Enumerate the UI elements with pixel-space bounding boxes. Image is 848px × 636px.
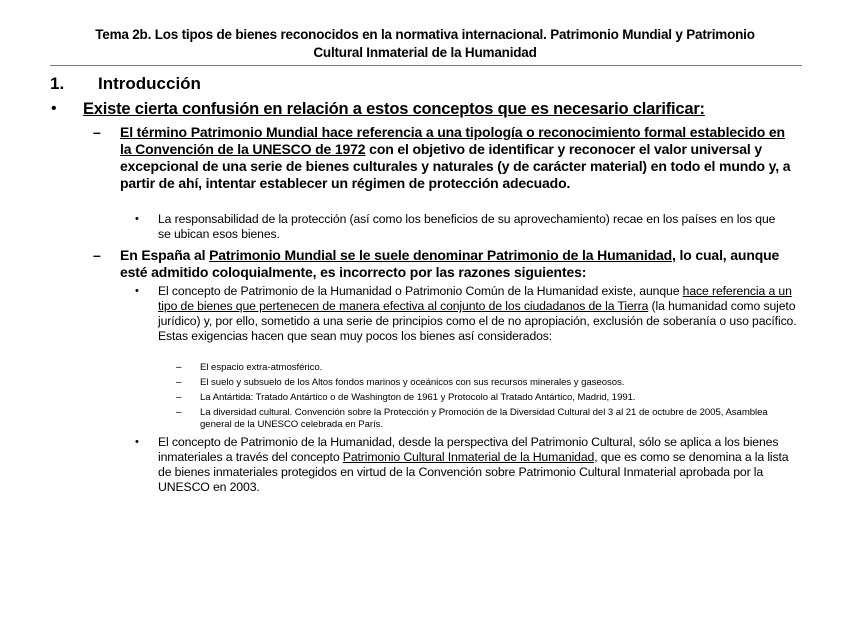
dash-icon: – [176,392,182,403]
point-patrimonio-mundial [120,124,800,192]
intro-text: Existe cierta confusión en relación a estos conceptos que es necesario clarificar: [83,100,705,118]
point2-text: , lo cual, aunque esté admitido coloquialmente, es incorrecto por las razones siguientes: [120,247,780,280]
sub1-underlined: hace referencia a un tipo de bienes que pertenecen de manera efectiva al conjunto de los ciudadanos de la Tierra [158,284,792,313]
title-divider [50,65,802,66]
list-item: La diversidad cultural. Convención sobre la Protección y Promoción de la Diversidad Cultural del 3 al 21 de octubre de 2005, Asamblea general de la UNESCO celebrada en París. [200,407,768,430]
point1-underlined: El término Patrimonio Mundial hace referencia a una tipología o reconocimiento formal establecido en la Convención de la UNESCO de 1972 [120,124,785,157]
dash-icon: – [93,247,101,263]
bullet-icon: • [135,285,139,297]
point2-sub1 [158,284,802,344]
bullet-icon: • [51,100,57,117]
list-item: El suelo y subsuelo de los Altos fondos marinos y oceánicos con sus recursos minerales y gaseosos. [200,377,625,388]
point-espana [120,247,800,281]
title-line-1: Tema 2b. Los tipos de bienes reconocidos en la normativa internacional. Patrimonio Mundial y Patrimonio [95,27,755,42]
sub2-prefix: El concepto de Patrimonio de la Humanidad, desde la perspectiva del Patrimonio Cultural, sólo se aplica a los bienes inmateriales a través del concepto [158,435,779,464]
point1-sub: La responsabilidad de la protección (así como los beneficios de su aprovechamiento) recae en los países en los que se ubican esos bienes. [158,212,776,241]
list-item: La Antártida: Tratado Antártico o de Washington de 1961 y Protocolo al Tratado Antártico, Madrid, 1991. [200,392,636,403]
section-title: Introducción [98,74,201,93]
point2-sub2 [158,435,798,495]
dash-icon: – [176,407,182,418]
dash-icon: – [176,362,182,373]
bullet-icon: • [135,436,139,448]
sub2-text: que es como se denomina a la lista de bienes inmateriales protegidos en virtud de la Convención sobre Patrimonio Cultural Inmaterial aprobada por la UNESCO en 2003. [158,450,789,494]
bullet-icon: • [135,213,139,225]
section-heading [50,72,201,96]
document-title [40,26,810,62]
sub1-text: (la humanidad como sujeto jurídico) y, por ello, sometido a una serie de principios como el de no apropiación, exclusión de soberanía o uso pacífico. Estas exigencias hacen que sean muy pocos los bienes así considerados: [158,299,797,343]
intro-statement [83,98,813,120]
dash-icon: – [93,124,101,140]
list-item: El espacio extra-atmosférico. [200,362,323,373]
sub2-underlined: Patrimonio Cultural Inmaterial de la Humanidad, [342,450,598,464]
point2-underlined: Patrimonio Mundial se le suele denominar Patrimonio de la Humanidad [209,247,673,263]
point1-text: con el objetivo de identificar y reconocer el valor universal y excepcional de una serie de bienes culturales y naturales (y de carácter material) en todo el mundo y, a partir de ahí, intentar establecer un régimen de protección adecuado. [120,141,791,191]
point2-prefix: En España al [120,247,210,263]
sub1-prefix: El concepto de Patrimonio de la Humanidad o Patrimonio Común de la Humanidad existe, aunque [158,284,683,298]
dash-icon: – [176,377,182,388]
title-line-2: Cultural Inmaterial de la Humanidad [313,45,537,60]
section-number: 1. [50,74,65,93]
